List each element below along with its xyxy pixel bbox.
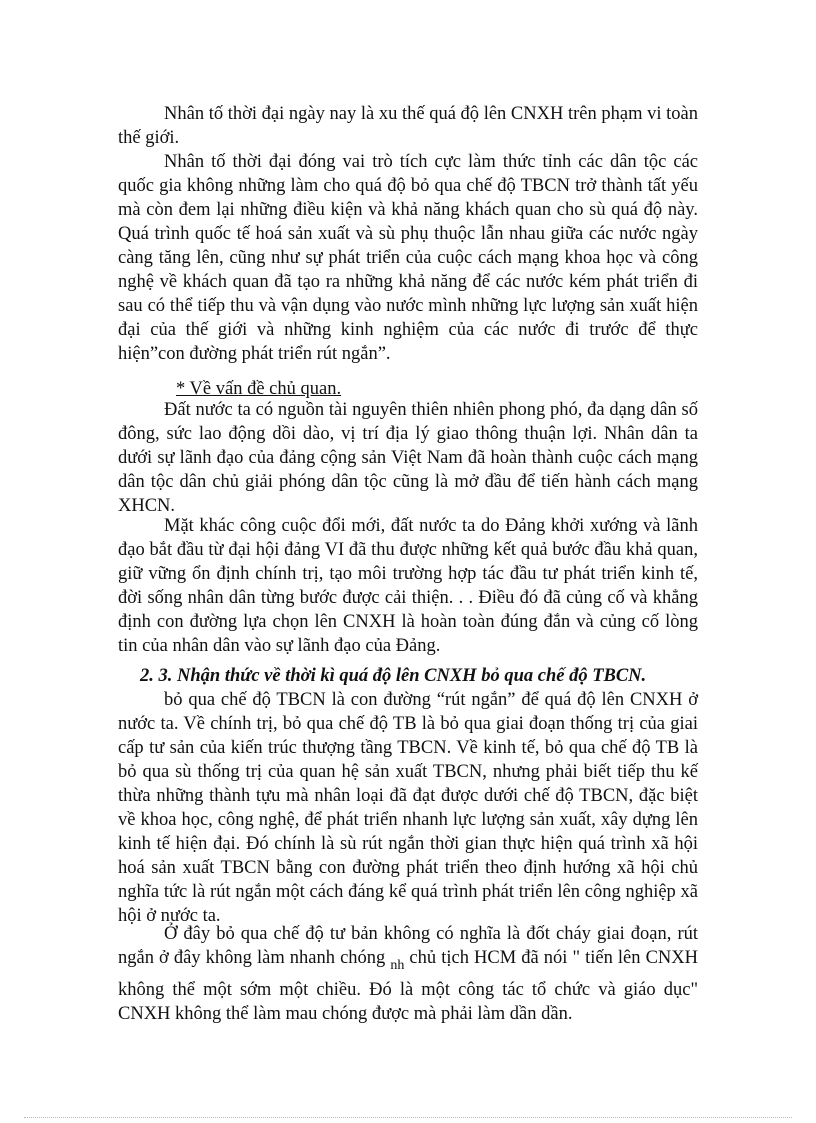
paragraph-6-start: Ở đây bỏ qua chế độ tư bản không có nghĩa là đốt cháy giai đoạn, rút ngắn ở đây không làm nhanh chóng	[118, 924, 698, 968]
page-bottom-rule	[24, 1117, 792, 1118]
paragraph-4: Mặt khác công cuộc đổi mới, đất nước ta do Đảng khởi xướng và lãnh đạo bắt đầu từ đại hội đảng VI đã thu được những kết quả bước đầu khả quan, giữ vững ổn định chính trị, tạo môi trường hợp tác đầu tư phát triển kinh tế, đời sống nhân dân từng bước được cải thiện. . . Điều đó đã củng cố và khẳng định con đường lựa chọn lên CNXH là hoàn toàn đúng đắn và củng cố lòng tin của nhân dân vào sự lãnh đạo của Đảng.	[118, 516, 698, 656]
paragraph-6-subscript: nh	[390, 958, 405, 973]
section-title-2-3: 2. 3. Nhận thức về thời kì quá độ lên CNXH bỏ qua chế độ TBCN.	[140, 666, 647, 686]
paragraph-3: Đất nước ta có nguồn tài nguyên thiên nhiên phong phó, đa dạng dân số đông, sức lao động dồi dào, vị trí địa lý giao thông thuận lợi. Nhân dân ta dưới sự lãnh đạo của đảng cộng sản Việt Nam đã hoàn thành cuộc cách mạng dân tộc dân chủ giải phóng dân tộc cũng là mở đầu để tiến hành cách mạng XHCN.	[118, 400, 698, 516]
subheading-subjective: * Về vấn đề chủ quan.	[176, 379, 342, 399]
paragraph-6	[118, 922, 698, 1026]
paragraph-1: Nhân tố thời đại ngày nay là xu thế quá độ lên CNXH trên phạm vi toàn thế giới.	[118, 104, 698, 148]
paragraph-5: bỏ qua chế độ TBCN là con đường “rút ngắn” để quá độ lên CNXH ở nước ta. Về chính trị, bỏ qua chế độ TB là bỏ qua giai đoạn thống trị của giai cấp tư sản của kiến trúc thượng tầng TBCN. Về kinh tế, bỏ qua chế độ TB là bỏ qua sù thống trị của quan hệ sản xuất TBCN, nhưng phải biết tiếp thu kế thừa những thành tựu mà nhân loại đã đạt được dưới chế độ TBCN, đặc biệt về khoa học, công nghệ, để phát triển nhanh lực lượng sản xuất, xây dựng lên kinh tế hiện đại. Đó chính là sù rút ngắn thời gian thực hiện quá trình xã hội hoá sản xuất TBCN bằng con đường phát triển theo định hướng xã hội chủ nghĩa tức là rút ngắn một cách đáng kể quá trình phát triển lên công nghiệp xã hội ở nước ta.	[118, 690, 698, 926]
paragraph-2: Nhân tố thời đại đóng vai trò tích cực làm thức tỉnh các dân tộc các quốc gia không những làm cho quá độ bỏ qua chế độ TBCN trở thành tất yếu mà còn đem lại những điều kiện và khả năng khách quan cho sù quá độ này. Quá trình quốc tế hoá sản xuất và sù phụ thuộc lẫn nhau giữa các nước ngày càng tăng lên, cũng như sự phát triển của cuộc cách mạng khoa học và công nghệ về khách quan đã tạo ra những khả năng để các nước kém phát triển đi sau có thể tiếp thu và vận dụng vào nước mình những lực lượng sản xuất hiện đại của thế giới và những kinh nghiệm của các nước đi trước để thực hiện”con đường phát triển rút ngắn”.	[118, 152, 698, 364]
paragraph-6-end: chủ tịch HCM đã nói " tiến lên CNXH không thể một sớm một chiều. Đó là một công tác tổ chức và giáo dục" CNXH không thể làm mau chóng được mà phải làm dần dần.	[118, 948, 698, 1024]
